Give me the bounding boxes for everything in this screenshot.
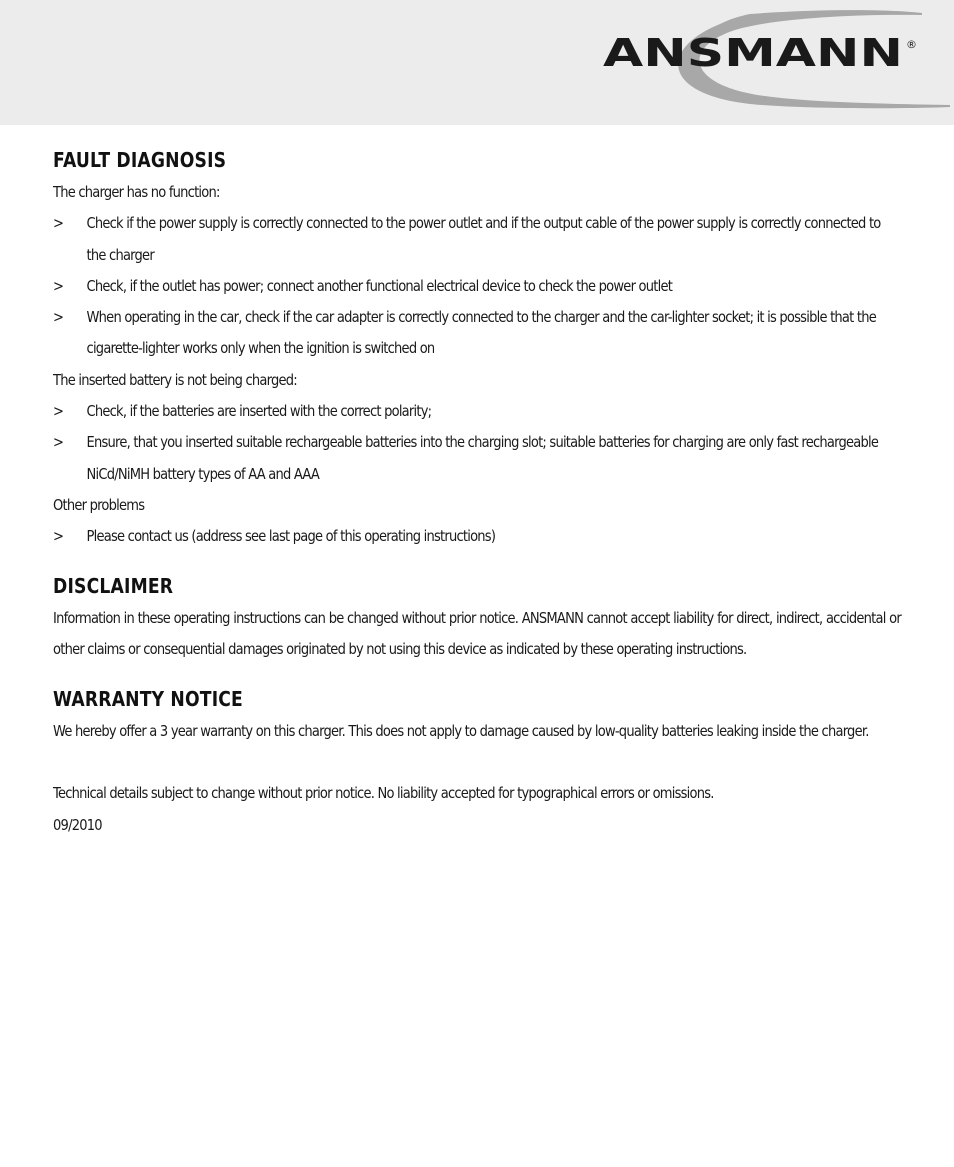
bullet-marker: > bbox=[53, 433, 64, 452]
fault-list-other bbox=[53, 521, 901, 552]
logo-brand-text: ANSMANN bbox=[603, 31, 903, 75]
fault-list-no-function bbox=[53, 208, 901, 364]
bullet-marker: > bbox=[53, 527, 64, 546]
list-item-text: Ensure, that you inserted suitable rechargeable batteries into the charging slot; suitable batteries for charging are only fast rechargeable NiCd/NiMH battery types of AA and AAA bbox=[86, 433, 879, 483]
list-item bbox=[53, 521, 901, 552]
disclaimer-heading: DISCLAIMER bbox=[53, 573, 174, 598]
list-item-text: Check, if the batteries are inserted with the correct polarity; bbox=[86, 402, 432, 421]
paragraph-spacer bbox=[53, 747, 901, 778]
fault-diagnosis-heading: FAULT DIAGNOSIS bbox=[53, 148, 227, 172]
bullet-marker: > bbox=[53, 308, 64, 327]
list-item-text: Check, if the outlet has power; connect another functional electrical device to check the power outlet bbox=[86, 276, 673, 295]
fault-intro-no-function: The charger has no function: bbox=[53, 183, 220, 201]
text-column bbox=[53, 143, 901, 841]
page-header bbox=[0, 0, 954, 125]
fault-diagnosis-section bbox=[53, 143, 901, 553]
list-item-text: Check if the power supply is correctly connected to the power outlet and if the output cable of the power supply is correctly connected to the charger bbox=[86, 214, 881, 264]
list-item-text: Please contact us (address see last page of this operating instructions) bbox=[86, 527, 496, 546]
fault-intro-not-charged: The inserted battery is not being charged: bbox=[53, 370, 297, 389]
ansmann-logo bbox=[600, 8, 952, 112]
disclaimer-body: Information in these operating instructions can be changed without prior notice. ANSMANN cannot accept liability for direct, indirect, accidental or other claims or consequential damages originated by not using this device as indicated by these operating instructions. bbox=[53, 608, 901, 658]
bullet-marker: > bbox=[53, 402, 64, 421]
technical-notice: Technical details subject to change without prior notice. No liability accepted for typographical errors or omissions. bbox=[53, 784, 714, 803]
document-date: 09/2010 bbox=[53, 815, 102, 834]
list-item-text: When operating in the car, check if the car adapter is correctly connected to the charger and the car-lighter socket; it is possible that the cigarette-lighter works only when the ignition is switched on bbox=[86, 308, 877, 358]
bullet-marker: > bbox=[53, 276, 64, 295]
page-content bbox=[53, 143, 901, 841]
list-item bbox=[53, 302, 901, 365]
registered-mark: ® bbox=[906, 38, 917, 51]
disclaimer-section bbox=[53, 569, 901, 666]
list-item bbox=[53, 427, 901, 490]
list-item bbox=[53, 396, 901, 427]
fault-list-not-charged bbox=[53, 396, 901, 490]
warranty-body: We hereby offer a 3 year warranty on this charger. This does not apply to damage caused by low-quality batteries leaking inside the charger. bbox=[53, 722, 869, 741]
list-item bbox=[53, 208, 901, 271]
bullet-marker: > bbox=[53, 214, 64, 233]
warranty-heading: WARRANTY NOTICE bbox=[53, 687, 243, 712]
fault-intro-other: Other problems bbox=[53, 495, 145, 514]
list-item bbox=[53, 271, 901, 302]
warranty-section bbox=[53, 682, 901, 841]
